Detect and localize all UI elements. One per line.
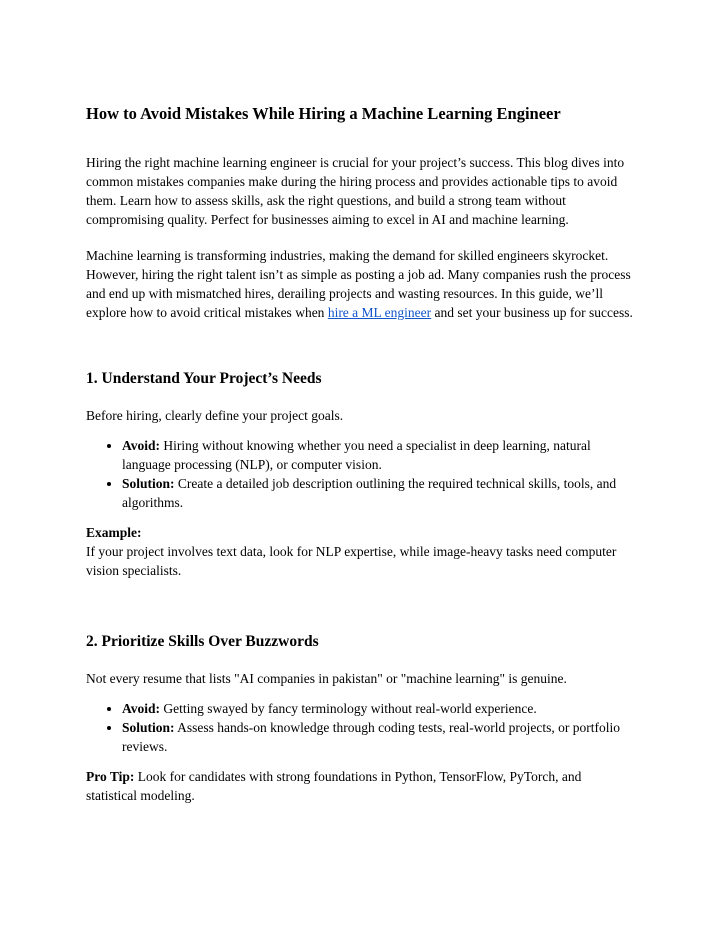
list-item: [122, 436, 634, 474]
intro-paragraph-1: Hiring the right machine learning engineer is crucial for your project’s success. This blog dives into common mistakes companies make during the hiring process and provides actionable tips to avoid them. Learn how to assess skills, ask the right questions, and build a strong team without compromising quality. Perfect for businesses aiming to excel in AI and machine learning.: [86, 155, 625, 227]
bullet-text: Assess hands-on knowledge through coding tests, real-world projects, or portfolio reviews.: [122, 720, 620, 754]
document-title: How to Avoid Mistakes While Hiring a Machine Learning Engineer: [86, 104, 561, 123]
section-1-list: [86, 436, 634, 512]
bullet-label: Solution:: [122, 720, 175, 735]
bullet-text: Hiring without knowing whether you need a specialist in deep learning, natural language processing (NLP), or computer vision.: [122, 438, 591, 472]
example-label: Example:: [86, 525, 142, 540]
bullet-text: Getting swayed by fancy terminology without real-world experience.: [160, 701, 537, 716]
pro-tip-label: Pro Tip:: [86, 769, 135, 784]
list-item: [122, 474, 634, 512]
bullet-label: Solution:: [122, 476, 175, 491]
example-text: If your project involves text data, look for NLP expertise, while image-heavy tasks need computer vision specialists.: [86, 544, 617, 578]
section-1-lead: Before hiring, clearly define your project goals.: [86, 408, 344, 423]
list-item: [122, 699, 634, 718]
bullet-label: Avoid:: [122, 701, 161, 716]
pro-tip-text: Look for candidates with strong foundations in Python, TensorFlow, PyTorch, and statistical modeling.: [86, 769, 582, 803]
pro-tip-paragraph: [86, 767, 634, 805]
intro-paragraph-2-text-before-link: Machine learning is transforming industries, making the demand for skilled engineers skyrocket. However, hiring the right talent isn’t as simple as posting a job ad. Many companies rush the process and end up with mismatched hires, derailing projects and wasting resources. In this guide, we’ll explore how to avoid critical mistakes when: [86, 248, 631, 320]
intro-paragraph-2: [86, 246, 634, 322]
section-2-list: [86, 699, 634, 756]
list-item: [122, 718, 634, 756]
bullet-text: Create a detailed job description outlining the required technical skills, tools, and algorithms.: [122, 476, 617, 510]
section-2-heading: 2. Prioritize Skills Over Buzzwords: [86, 633, 319, 650]
hire-ml-engineer-link[interactable]: hire a ML engineer: [327, 305, 432, 320]
intro-paragraph-2-text-after-link: and set your business up for success.: [431, 305, 633, 320]
section-1-example: [86, 523, 634, 580]
bullet-label: Avoid:: [122, 438, 161, 453]
section-1-heading: 1. Understand Your Project’s Needs: [86, 370, 322, 387]
section-2-lead: Not every resume that lists "AI companies in pakistan" or "machine learning" is genuine.: [86, 671, 567, 686]
